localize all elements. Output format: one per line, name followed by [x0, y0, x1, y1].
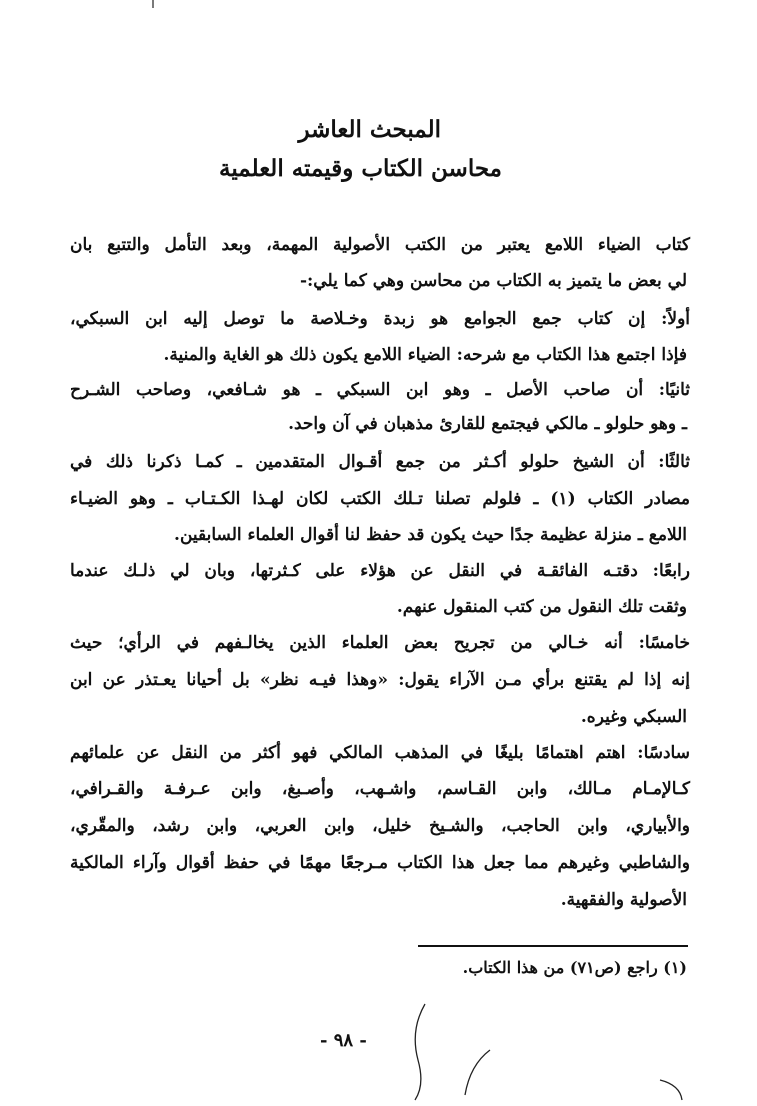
- page-number: - ٩٨ -: [320, 1030, 367, 1051]
- section-subtitle: محاسن الكتاب وقيمته العلمية: [219, 155, 502, 182]
- footnote: (١) راجع (ص٧١) من هذا الكتاب.: [462, 958, 687, 977]
- body-line: الأصولية والفقهية.: [560, 890, 687, 910]
- pen-stroke-mark: [415, 1004, 425, 1100]
- pen-stroke-mark: [465, 1050, 490, 1095]
- body-line: إنه إذا لم يقتنع برأي مـن الآراء يقول: «وهذا فيـه نظر» بل أحيانا يعـتذر عن ابن: [70, 670, 690, 690]
- body-line: والشاطبي وغيرهم مما جعل هذا الكتاب مـرجعًا مهمًا في حفظ أقوال وآراء المالكية: [70, 853, 690, 873]
- body-line: وثقت تلك النقول من كتب المنقول عنهم.: [396, 597, 687, 617]
- body-line: سادسًا: اهتم اهتمامًا بليغًا في المذهب المالكي فهو أكثر من النقل عن علمائهم: [70, 743, 690, 763]
- body-line: ثانيًا: أن صاحب الأصل ـ وهو ابن السبكي ـ هو شـافعي، وصاحب الشـرح: [70, 380, 690, 400]
- body-line: مصادر الكتاب (١) ـ فلولم تصلنا تـلك الكتب لكان لهـذا الكـتـاب ـ وهو الضيـاء: [70, 489, 690, 509]
- body-line: اللامع ـ منزلة عظيمة جدًا حيث يكون قد حفظ لنا أقوال العلماء السابقين.: [174, 525, 687, 545]
- body-line: رابعًا: دقتـه الفائقـة في النقل عن هؤلاء على كـثرتها، وبان لي ذلـك عندما: [70, 561, 690, 581]
- body-line: السبكي وغيره.: [580, 707, 687, 727]
- body-line: كتاب الضياء اللامع يعتبر من الكتب الأصولية المهمة، وبعد التأمل والتتبع بان: [70, 235, 690, 255]
- section-heading: المبحث العاشر: [298, 116, 441, 143]
- body-line: لي بعض ما يتميز به الكتاب من محاسن وهي كما يلي:-: [299, 271, 687, 291]
- body-line: ـ وهو حلولو ـ مالكي فيجتمع للقارئ مذهبان في آن واحد.: [288, 414, 687, 434]
- body-line: ثالثًا: أن الشيخ حلولو أكـثر من جمع أقـوال المتقدمين ـ كمـا ذكرنا ذلك في: [70, 452, 690, 472]
- pen-stroke-mark: [660, 1080, 682, 1100]
- body-line: والأبياري، وابن الحاجب، والشـيخ خليل، وابن العربي، وابن رشد، والمقّري،: [70, 816, 690, 836]
- body-line: خامسًا: أنه خـالي من تجريح بعض العلماء الذين يخالـفهم في الرأي؛ حيث: [70, 633, 690, 653]
- body-line: كـالإمـام مـالك، وابن القـاسم، واشـهب، وأصـبغ، وابن عـرفـة والقـرافي،: [70, 779, 690, 799]
- body-line: فإذا اجتمع هذا الكتاب مع شرحه: الضياء اللامع يكون ذلك هو الغاية والمنية.: [163, 345, 687, 365]
- body-line: أولاً: إن كتاب جمع الجوامع هو زبدة وخـلاصة ما توصل إليه ابن السبكي،: [70, 309, 690, 329]
